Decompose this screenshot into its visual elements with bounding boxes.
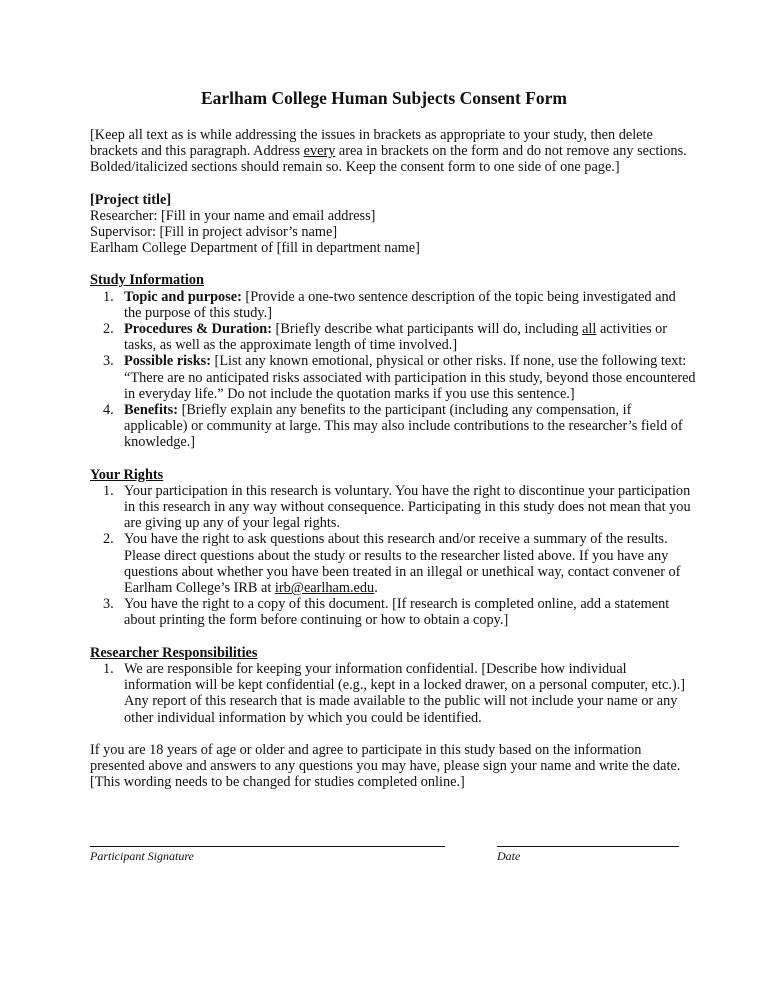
item-text: You have the right to ask questions about this research and/or receive a summary of the results. Please direct questions about the study or results to the researcher listed above. If you have any questions about whether you have been treated in an illegal or unethical way, contact convener of Earlham College’s IRB at — [124, 531, 681, 597]
item-number: 4. — [103, 402, 114, 419]
item-text-end: activities or tasks, as well as the approximate length of time involved.] — [124, 321, 668, 354]
list-item — [90, 402, 696, 451]
item-text: [Briefly describe what participants will do, including — [271, 321, 583, 338]
item-number: 3. — [103, 353, 114, 370]
item-text-end: . — [374, 580, 378, 597]
item-underlined: all — [582, 321, 597, 338]
document-title: Earlham College Human Subjects Consent Form — [200, 88, 568, 108]
item-text: Your participation in this research is voluntary. You have the right to discontinue your participation in this research in any way without consequence. Participating in this study does not mean that you are giving up any of your legal rights. — [124, 482, 691, 532]
study-information-section — [90, 272, 696, 450]
project-info — [90, 192, 696, 257]
intro-underlined: every — [303, 143, 336, 160]
your-rights-section — [90, 467, 696, 629]
list-item — [90, 353, 696, 402]
list-item — [90, 289, 696, 321]
item-text: [List any known emotional, physical or other risks. If none, use the following text: “There are no anticipated risks associated with participation in this study, beyond those encountered in everyday life.” Do not include the quotation marks if you use this sentence.] — [124, 353, 696, 402]
item-label: Benefits: — [124, 402, 178, 419]
item-number: 1. — [103, 288, 114, 305]
participant-signature-field[interactable] — [90, 846, 445, 863]
item-text: [Briefly explain any benefits to the participant (including any compensation, if applicable) or community at large. This may also include contributions to the researcher’s field of knowledge.] — [124, 402, 683, 451]
section-heading: Your Rights — [90, 466, 164, 483]
consent-statement: If you are 18 years of age or older and agree to participate in this study based on the information presented above and answers to any questions you may have, please sign your name and write the date. [This wording needs to be changed for studies completed online.] — [90, 741, 681, 791]
list-item — [90, 596, 696, 628]
intro-text-end: area in brackets on the form and do not remove any sections. Bolded/italicized sections should remain so. Keep the consent form to one side of one page.] — [90, 143, 687, 176]
signature-row — [90, 846, 696, 863]
department-line: Earlham College Department of [fill in department name] — [90, 240, 420, 257]
item-label: Possible risks: — [124, 353, 211, 370]
list-item — [90, 531, 696, 596]
researcher-responsibilities-section — [90, 645, 696, 726]
item-number: 1. — [103, 660, 114, 677]
date-label: Date — [497, 849, 521, 864]
list-item — [90, 321, 696, 353]
item-text: [Provide a one-two sentence description of the topic being investigated and the purpose of this study.] — [124, 288, 676, 321]
item-number: 2. — [103, 321, 114, 338]
date-field[interactable] — [497, 846, 679, 863]
item-number: 1. — [103, 482, 114, 499]
item-label: Topic and purpose: — [124, 288, 242, 305]
irb-email-link[interactable]: irb@earlham.edu — [274, 580, 375, 597]
project-title: [Project title] — [90, 191, 172, 208]
participant-signature-label: Participant Signature — [90, 849, 194, 864]
item-label: Procedures & Duration: — [124, 321, 272, 338]
list-item — [90, 661, 696, 726]
item-text: You have the right to a copy of this document. [If research is completed online, add a statement about printing the form before continuing or how to obtain a copy.] — [124, 596, 670, 629]
intro-text: [Keep all text as is while addressing the issues in brackets as appropriate to your study, then delete brackets and this paragraph. Address — [90, 127, 653, 160]
researcher-line: Researcher: [Fill in your name and email address] — [90, 207, 376, 224]
list-item — [90, 483, 696, 532]
section-heading: Researcher Responsibilities — [90, 644, 258, 661]
item-number: 2. — [103, 531, 114, 548]
intro-paragraph — [90, 127, 696, 176]
item-text: We are responsible for keeping your information confidential. [Describe how individual information will be kept confidential (e.g., kept in a locked drawer, on a personal computer, etc.).] Any report of this research that is made available to the public will not include your name or any other individual information by which you could be identified. — [124, 660, 685, 726]
item-number: 3. — [103, 596, 114, 613]
supervisor-line: Supervisor: [Fill in project advisor’s name] — [90, 224, 338, 241]
section-heading: Study Information — [90, 272, 204, 289]
